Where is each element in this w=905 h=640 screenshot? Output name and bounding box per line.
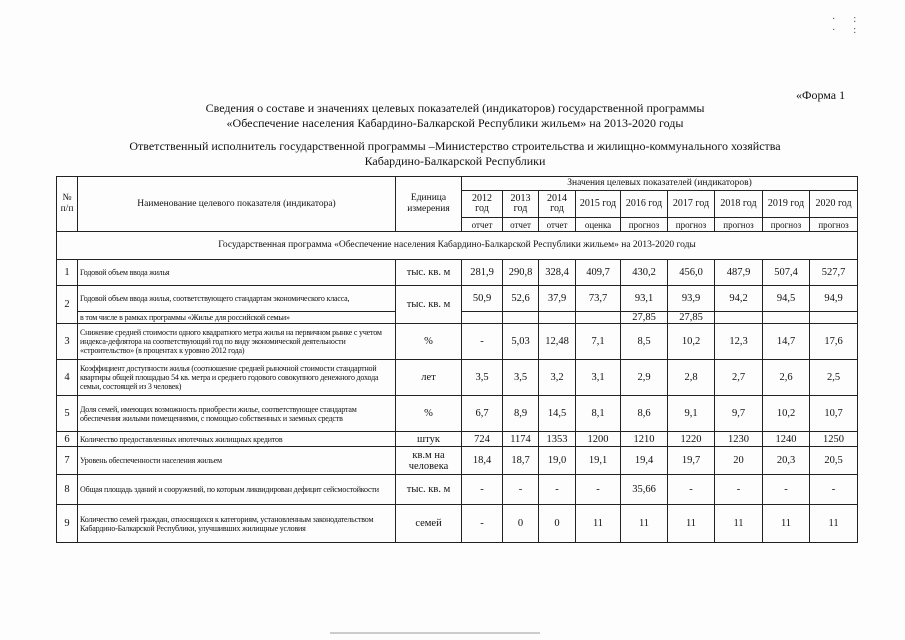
row-number: 1: [57, 260, 78, 286]
header-line-4: Кабардино-Балкарской Республики: [364, 154, 546, 168]
indicator-name: Количество семей граждан, относящихся к категориям, установленным законодательством Кабардино-Балкарской Республики, улучшивших жилищные условия: [78, 505, 396, 543]
table-row: [57, 286, 858, 312]
value-cell: 5,03: [503, 324, 539, 360]
value-cell: 2,9: [621, 360, 668, 396]
value-cell: 10,2: [763, 396, 810, 432]
table-row: [57, 360, 858, 396]
col-header-name: Наименование целевого показателя (индикатора): [78, 177, 396, 232]
value-cell: -: [576, 475, 621, 505]
value-cell: 8,9: [503, 396, 539, 432]
row-number: 7: [57, 447, 78, 475]
value-cell: 19,0: [539, 447, 576, 475]
value-cell: 2,8: [668, 360, 715, 396]
year-header: 2019 год: [763, 191, 810, 218]
indicator-name: Годовой объем ввода жилья, соответствующего стандартам экономического класса,: [78, 286, 396, 312]
table-row: [57, 396, 858, 432]
indicator-name: Количество предоставленных ипотечных жилищных кредитов: [78, 432, 396, 447]
year-header: 2015 год: [576, 191, 621, 218]
value-cell: 281,9: [462, 260, 503, 286]
table-row: [57, 324, 858, 360]
value-cell: 290,8: [503, 260, 539, 286]
value-cell: 17,6: [810, 324, 858, 360]
unit-cell: %: [396, 396, 462, 432]
row-number: 5: [57, 396, 78, 432]
value-cell: 2,6: [763, 360, 810, 396]
value-cell: 2,7: [715, 360, 763, 396]
unit-cell: тыс. кв. м: [396, 286, 462, 324]
unit-cell: семей: [396, 505, 462, 543]
value-cell: 19,4: [621, 447, 668, 475]
header-line-1: Сведения о составе и значениях целевых показателей (индикаторов) государственной программы: [205, 101, 705, 115]
value-cell: 1250: [810, 432, 858, 447]
indicator-name: Годовой объем ввода жилья: [78, 260, 396, 286]
status-header: отчет: [503, 218, 539, 232]
value-cell: 3,5: [503, 360, 539, 396]
value-cell: 1174: [503, 432, 539, 447]
value-cell: 456,0: [668, 260, 715, 286]
year-header: 2013 год: [503, 191, 539, 218]
col-header-unit: Единица измерения: [396, 177, 462, 232]
row-number: 2: [57, 286, 78, 324]
value-cell: [503, 312, 539, 324]
header-line-3: Ответственный исполнитель государственной программы –Министерство строительства и жилищно-коммунального хозяйства: [129, 139, 781, 153]
footer-scan-mark: [330, 632, 540, 634]
value-cell: 10,7: [810, 396, 858, 432]
unit-cell: тыс. кв. м: [396, 475, 462, 505]
col-header-values: Значения целевых показателей (индикаторов): [462, 177, 858, 191]
value-cell: 11: [668, 505, 715, 543]
value-cell: 328,4: [539, 260, 576, 286]
indicator-subname: в том числе в рамках программы «Жилье для российской семьи»: [78, 312, 396, 324]
year-header: 2020 год: [810, 191, 858, 218]
value-cell: 430,2: [621, 260, 668, 286]
value-cell: 14,5: [539, 396, 576, 432]
value-cell: 20: [715, 447, 763, 475]
value-cell: [462, 312, 503, 324]
value-cell: 1353: [539, 432, 576, 447]
value-cell: 11: [576, 505, 621, 543]
value-cell: 527,7: [810, 260, 858, 286]
value-cell: 6,7: [462, 396, 503, 432]
value-cell: 11: [763, 505, 810, 543]
value-cell: -: [503, 475, 539, 505]
row-number: 9: [57, 505, 78, 543]
value-cell: 1200: [576, 432, 621, 447]
document-header: [60, 101, 850, 169]
value-cell: 93,9: [668, 286, 715, 312]
value-cell: 11: [810, 505, 858, 543]
value-cell: -: [668, 475, 715, 505]
value-cell: 724: [462, 432, 503, 447]
value-cell: 1220: [668, 432, 715, 447]
value-cell: 20,5: [810, 447, 858, 475]
value-cell: 27,85: [621, 312, 668, 324]
year-header: 2016 год: [621, 191, 668, 218]
value-cell: 1240: [763, 432, 810, 447]
value-cell: 19,1: [576, 447, 621, 475]
value-cell: 19,7: [668, 447, 715, 475]
value-cell: 52,6: [503, 286, 539, 312]
unit-cell: лет: [396, 360, 462, 396]
table-row: [57, 475, 858, 505]
value-cell: 3,1: [576, 360, 621, 396]
value-cell: [810, 312, 858, 324]
value-cell: 9,1: [668, 396, 715, 432]
value-cell: 9,7: [715, 396, 763, 432]
value-cell: [763, 312, 810, 324]
row-number: 3: [57, 324, 78, 360]
value-cell: [576, 312, 621, 324]
value-cell: 8,6: [621, 396, 668, 432]
row-number: 6: [57, 432, 78, 447]
unit-cell: штук: [396, 432, 462, 447]
table-row: [57, 505, 858, 543]
year-header: 2012 год: [462, 191, 503, 218]
value-cell: 50,9: [462, 286, 503, 312]
value-cell: 0: [539, 505, 576, 543]
table-row: [57, 260, 858, 286]
status-header: прогноз: [668, 218, 715, 232]
table-row: [57, 432, 858, 447]
value-cell: 94,9: [810, 286, 858, 312]
value-cell: 2,5: [810, 360, 858, 396]
value-cell: 94,2: [715, 286, 763, 312]
value-cell: 37,9: [539, 286, 576, 312]
year-header: 2017 год: [668, 191, 715, 218]
value-cell: 12,3: [715, 324, 763, 360]
value-cell: 1210: [621, 432, 668, 447]
value-cell: -: [715, 475, 763, 505]
value-cell: 0: [503, 505, 539, 543]
value-cell: 3,2: [539, 360, 576, 396]
unit-cell: тыс. кв. м: [396, 260, 462, 286]
value-cell: 8,1: [576, 396, 621, 432]
value-cell: 11: [715, 505, 763, 543]
header-line-2: «Обеспечение населения Кабардино-Балкарской Республики жильем» на 2013-2020 годы: [226, 116, 684, 130]
value-cell: 18,4: [462, 447, 503, 475]
unit-cell: %: [396, 324, 462, 360]
scan-specks: ·: ·:: [832, 14, 875, 36]
form-label: «Форма 1: [796, 88, 846, 102]
value-cell: 1230: [715, 432, 763, 447]
indicator-name: Снижение средней стоимости одного квадратного метра жилья на первичном рынке с учетом индекса-дефлятора на соответствующий год по виду экономической деятельности «строительство» (в процентах к уровню 2012 года): [78, 324, 396, 360]
status-header: прогноз: [621, 218, 668, 232]
value-cell: 409,7: [576, 260, 621, 286]
value-cell: -: [462, 324, 503, 360]
value-cell: 8,5: [621, 324, 668, 360]
value-cell: -: [539, 475, 576, 505]
value-cell: 10,2: [668, 324, 715, 360]
value-cell: 3,5: [462, 360, 503, 396]
value-cell: -: [810, 475, 858, 505]
unit-cell: кв.м на человека: [396, 447, 462, 475]
value-cell: -: [763, 475, 810, 505]
value-cell: 93,1: [621, 286, 668, 312]
program-title-row: Государственная программа «Обеспечение населения Кабардино-Балкарской Республики жильем» на 2013-2020 годы: [57, 232, 858, 260]
value-cell: [539, 312, 576, 324]
indicator-name: Доля семей, имеющих возможность приобрести жилье, соответствующее стандартам обеспечения жилыми помещениями, с помощью собственных и заемных средств: [78, 396, 396, 432]
value-cell: 27,85: [668, 312, 715, 324]
value-cell: 18,7: [503, 447, 539, 475]
status-header: прогноз: [810, 218, 858, 232]
indicator-name: Уровень обеспеченности населения жильем: [78, 447, 396, 475]
value-cell: -: [462, 475, 503, 505]
indicators-table: [56, 176, 858, 543]
table-row: [57, 447, 858, 475]
value-cell: 12,48: [539, 324, 576, 360]
value-cell: -: [462, 505, 503, 543]
value-cell: 94,5: [763, 286, 810, 312]
year-header: 2018 год: [715, 191, 763, 218]
value-cell: 7,1: [576, 324, 621, 360]
indicator-name: Коэффициент доступности жилья (соотношение средней рыночной стоимости стандартной квартиры общей площадью 54 кв. метра и среднего годового совокупного денежного дохода семьи, состоящей из 3 человек): [78, 360, 396, 396]
value-cell: 487,9: [715, 260, 763, 286]
value-cell: 507,4: [763, 260, 810, 286]
value-cell: 35,66: [621, 475, 668, 505]
status-header: отчет: [462, 218, 503, 232]
value-cell: [715, 312, 763, 324]
status-header: прогноз: [715, 218, 763, 232]
indicator-name: Общая площадь зданий и сооружений, по которым ликвидирован дефицит сейсмостойкости: [78, 475, 396, 505]
year-header: 2014 год: [539, 191, 576, 218]
status-header: отчет: [539, 218, 576, 232]
value-cell: 14,7: [763, 324, 810, 360]
value-cell: 11: [621, 505, 668, 543]
row-number: 4: [57, 360, 78, 396]
status-header: оценка: [576, 218, 621, 232]
value-cell: 20,3: [763, 447, 810, 475]
value-cell: 73,7: [576, 286, 621, 312]
col-header-number: № п/п: [57, 177, 78, 232]
row-number: 8: [57, 475, 78, 505]
status-header: прогноз: [763, 218, 810, 232]
